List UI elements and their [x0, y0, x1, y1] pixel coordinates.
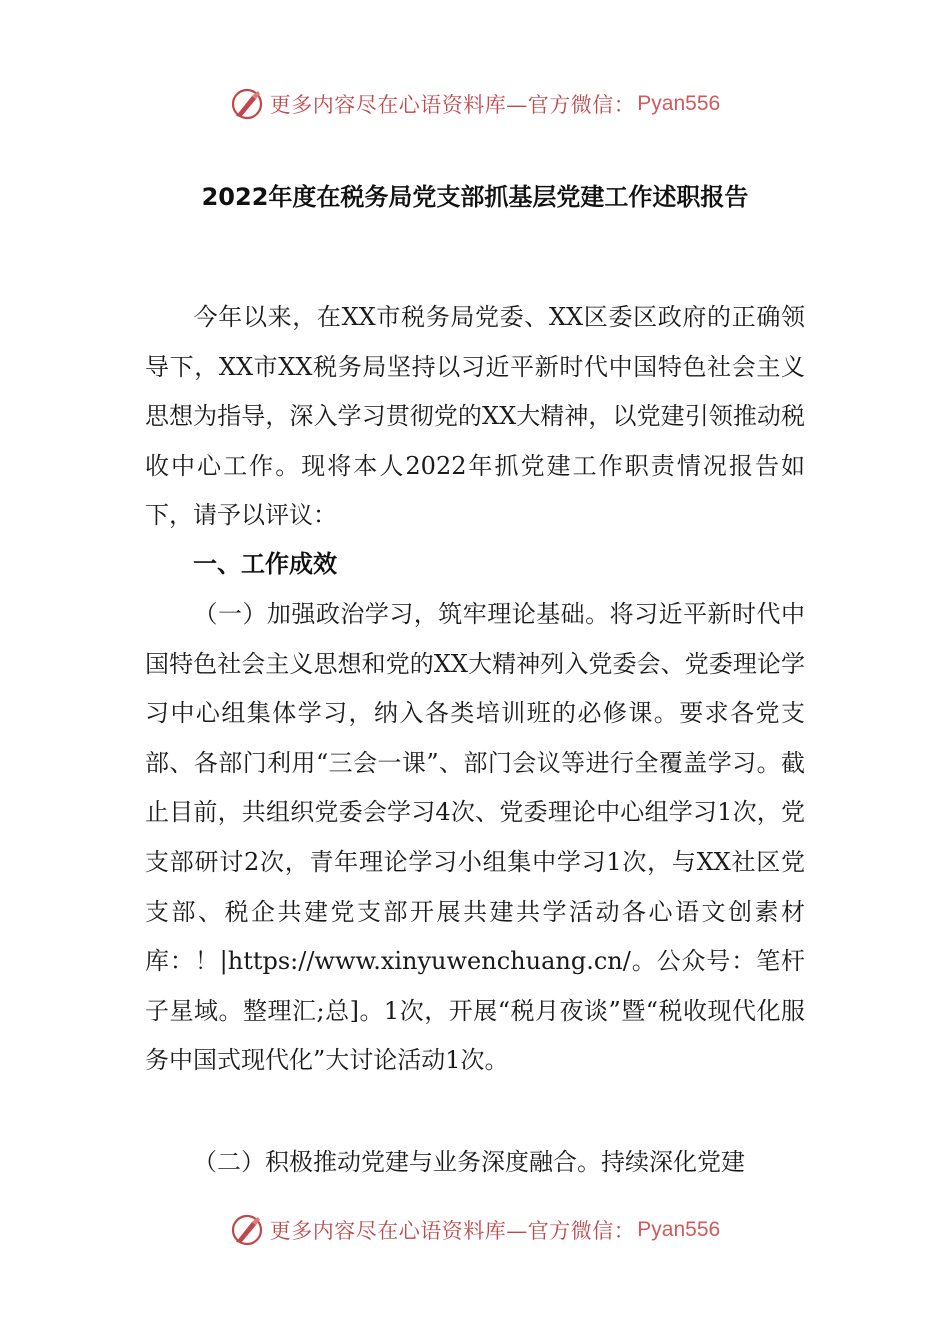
header-wechat-id: Pyan556	[637, 92, 721, 115]
document-title: 2022年度在税务局党支部抓基层党建工作述职报告	[201, 183, 749, 211]
header-watermark-banner	[0, 84, 950, 124]
footer-watermark-banner	[0, 1210, 950, 1250]
section-item-1-paragraph	[145, 590, 805, 1086]
footer-wechat-id: Pyan556	[637, 1218, 721, 1241]
quill-pen-logo-icon	[230, 87, 264, 121]
footer-banner-text: 更多内容尽在心语资料库—官方微信：	[269, 1219, 636, 1243]
quill-pen-logo-icon	[230, 1213, 264, 1247]
section-heading: 一、工作成效	[193, 550, 337, 578]
header-banner-text: 更多内容尽在心语资料库—官方微信：	[269, 93, 636, 117]
section-item-2-text: （二）积极推动党建与业务深度融合。持续深化党建	[193, 1148, 745, 1176]
intro-text: 今年以来，在XX市税务局党委、XX区委区政府的正确领导下，XX市XX税务局坚持以习近平新时代中国特色社会主义思想为指导，深入学习贯彻党的XX大精神，以党建引领推动税收中心工作。现将本人2022年抓党建工作职责情况报告如下，请予以评议：	[145, 303, 805, 530]
section-item-1-text: （一）加强政治学习，筑牢理论基础。将习近平新时代中国特色社会主义思想和党的XX大精神列入党委会、党委理论学习中心组集体学习，纳入各类培训班的必修课。要求各党支部、各部门利用“三会一课”、部门会议等进行全覆盖学习。截止目前，共组织党委会学习4次、党委理论中心组学习1次，党支部研讨2次，青年理论学习小组集中学习1次，与XX社区党支部、税企共建党支部开展共建共学活动各心语文创素材库：！|https://www.xinyuwenchuang.cn/。公众号：笔杆子星域。整理汇;总]。1次，开展“税月夜谈”暨“税收现代化服务中国式现代化”大讨论活动1次。	[145, 600, 805, 1075]
section-item-2-paragraph	[145, 1138, 805, 1188]
intro-paragraph	[145, 293, 805, 541]
